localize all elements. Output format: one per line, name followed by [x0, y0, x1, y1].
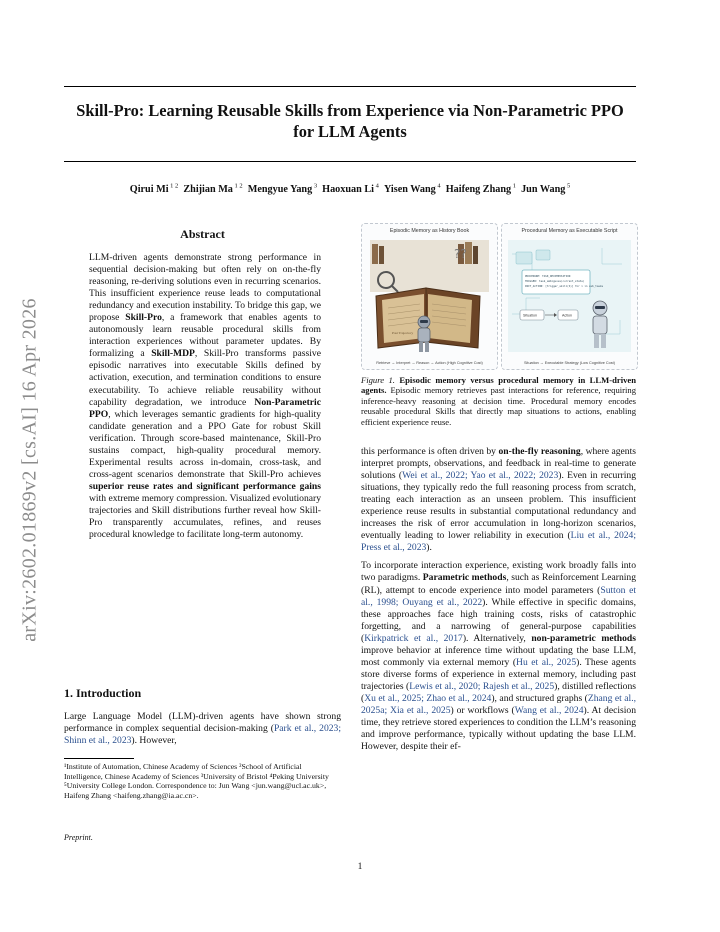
body-paragraph: To incorporate interaction experience, existing work broadly falls into two paradigms. Parametric methods, such as Reinforcement Learning (RL), attempt to encode experience into model parameters (Sutton et al., 1998; Ouyang et al., 2022). While effective in specific domains, these approaches face high training costs, risks of catastrophic forgetting, and a narrowing of general-purpose capabilities (Kirkpatrick et al., 2017). Alternatively, non-parametric methods improve behavior at inference time without updating the base LLM, most commonly via external memory (Hu et al., 2025). These agents store diverse forms of experience in external memory, including past trajectories (Lewis et al., 2020; Rajesh et al., 2025), distilled reflections (Xu et al., 2025; Zhao et al., 2024), and structured graphs (Zhang et al., 2025a; Xia et al., 2025) or workflows (Wang et al., 2024). At decision time, they retrieve stored experiences to condition the LLM’s reasoning and improve performance, typically without updating the base LLM. However, despite their ef- — [361, 560, 636, 753]
author-name: Jun Wang $^5$ — [521, 183, 571, 196]
footnote-rule — [64, 758, 134, 759]
figure-1-caption: Figure 1. Episodic memory versus procedural memory in LLM-driven agents. Episodic memory retrieves past interactions for reference, requiring inference-heavy reasoning at decision time. Procedural memory encodes reusable procedural Skills that directly map situations to actions, enabling efficient experience reuse. — [361, 375, 636, 427]
author-name: Yisen Wang $^4$ — [383, 183, 441, 196]
abstract-body: LLM-driven agents demonstrate strong performance in sequential decision-making but often rely on on-the-fly reasoning, re-deriving solutions even in recurring scenarios. This insufficient experience reuse leads to computational redundancy and execution instability. To bridge this gap, we propose Skill-Pro, a framework that enables agents to autonomously learn reusable procedural skills from interaction experiences without parameter updates. By formalizing a Skill-MDP, Skill-Pro transforms passive episodic narratives into executable Skills defined by activation, execution, and termination conditions to ensure executability. To achieve reliable reusability without capability degradation, we introduce Non-Parametric PPO, which leverages semantic gradients for high-quality candidate generation and a PPO Gate for robust Skill verification. Through score-based maintenance, Skill-Pro sustains compact, high-quality procedural memory. Experimental results across in-domain, cross-task, and cross-agent scenarios demonstrate that Skill-Pro achieves superior reuse rates and significant performance gains with extreme memory compression. Visualized evolutionary trajectories and Skill distributions further reveal how Skill-Pro transparently accumulates, refines, and reuses procedural knowledge to facilitate long-term autonomy. — [89, 252, 321, 541]
body-paragraph: this performance is often driven by on-the-fly reasoning, where agents interpret prompts, observations, and feedback in real-time to generate solutions (Wei et al., 2022; Yao et al., 2022; 2023). Even in recurring situations, they typically redo the full reasoning process from scratch, treating each interaction as an unseen problem. This insufficient experience reuse results in substantial computational redundancy and increases the risk of error accumulation in long-horizon scenarios, eventually leading to lower reliability in execution (Liu et al., 2024; Press et al., 2023). — [361, 446, 637, 554]
figure-1 — [361, 223, 636, 368]
history-book-illustration — [362, 224, 497, 369]
citation-link[interactable]: Park et al., 2023; Shinn et al., 2023 — [64, 723, 342, 747]
question-mark-icon: ?? — [454, 247, 467, 261]
author-affiliation: 1 2 — [232, 183, 243, 190]
preprint-label: Preprint. — [64, 833, 93, 842]
author-name: Qirui Mi $^{1 2}$ — [129, 183, 179, 196]
svg-text:INIT_ACTION: [trigger_skill(S): INIT_ACTION: [trigger_skill(S)] for i in sub_tasks — [525, 285, 604, 288]
affiliation-footnote: ¹Institute of Automation, Chinese Academy of Sciences ²School of Artificial Intelligence, Chinese Academy of Sciences ³University of Bristol ⁴Peking University ⁵University College London. Correspondence to: Jun Wang <jun.wang@ucl.ac.uk>, Haifeng Zhang <haifeng.zhang@ia.ac.cn>. — [64, 762, 329, 801]
citation-link[interactable]: Wei et al., 2022; Yao et al., 2022; 2023 — [402, 470, 559, 482]
author-affiliation: 4 — [435, 183, 441, 190]
title-bottom-rule — [64, 161, 636, 162]
paper-title: Skill-Pro: Learning Reusable Skills from Experience via Non-Parametric PPO for LLM Agents — [76, 101, 624, 141]
citation-link[interactable]: Wang et al., 2024 — [514, 704, 584, 716]
executable-script-illustration — [502, 224, 637, 369]
author-affiliation: 1 2 — [168, 183, 179, 190]
author-list — [64, 183, 636, 195]
author-affiliation: 3 — [312, 183, 318, 190]
svg-text:PROCEDURE: TASK_DECOMPOSITION: PROCEDURE: TASK_DECOMPOSITION — [525, 275, 571, 278]
intro-paragraph: Large Language Model (LLM)-driven agents have shown strong performance in complex sequential decision-making (Park et al., 2023; Shinn et al., 2023). However, — [64, 711, 342, 747]
citation-link[interactable]: Xu et al., 2025; Zhao et al., 2024 — [364, 692, 492, 704]
citation-link[interactable]: Zhang et al., 2025a; Xia et al., 2025 — [361, 692, 636, 716]
citation-link[interactable]: Kirkpatrick et al., 2017 — [364, 632, 463, 644]
svg-text:TRIGGER: task_ambiguous(curren: TRIGGER: task_ambiguous(current_state) — [525, 280, 585, 283]
procedural-panel-title: Procedural Memory as Executable Script — [521, 228, 618, 234]
svg-text:Situation: Situation — [523, 313, 537, 318]
procedural-panel-caption: Situation → Executable Strategy (Low Cognitive Cost) — [524, 361, 615, 365]
abstract-heading: Abstract — [180, 227, 225, 241]
procedural-memory-panel — [501, 223, 638, 370]
author-affiliation: 1 — [511, 183, 516, 190]
robot-icon — [418, 316, 430, 352]
citation-link[interactable]: Sutton et al., 1998; Ouyang et al., 2022 — [361, 584, 636, 608]
book-page-text: Past Trajectory — [392, 331, 414, 335]
arxiv-identifier: arXiv:2602.01869v2 [cs.AI] 16 Apr 2026 — [18, 298, 41, 642]
author-name: Haifeng Zhang $^1$ — [445, 183, 516, 196]
page-number: 1 — [357, 862, 363, 872]
episodic-panel-title: Episodic Memory as History Book — [389, 228, 470, 234]
svg-text:Action: Action — [562, 313, 572, 318]
citation-link[interactable]: Lewis et al., 2020; Rajesh et al., 2025 — [409, 680, 555, 692]
episodic-memory-panel — [361, 223, 498, 370]
author-affiliation: 5 — [565, 183, 571, 190]
arxiv-stamp — [15, 260, 45, 680]
author-name: Zhijian Ma $^{1 2}$ — [183, 183, 243, 196]
author-affiliation: 4 — [373, 183, 379, 190]
citation-link[interactable]: Hu et al., 2025 — [516, 656, 577, 668]
author-name: Mengyue Yang $^3$ — [247, 183, 318, 196]
episodic-panel-caption: Retrieve → Interpret → Reason → Action (High Cognitive Cost) — [376, 361, 483, 365]
citation-link[interactable]: Liu et al., 2024; Press et al., 2023 — [361, 530, 637, 554]
top-rule — [64, 86, 636, 87]
right-column-body — [361, 446, 636, 753]
section-heading-introduction: 1. Introduction — [64, 686, 142, 700]
author-name: Haoxuan Li $^4$ — [322, 183, 379, 196]
